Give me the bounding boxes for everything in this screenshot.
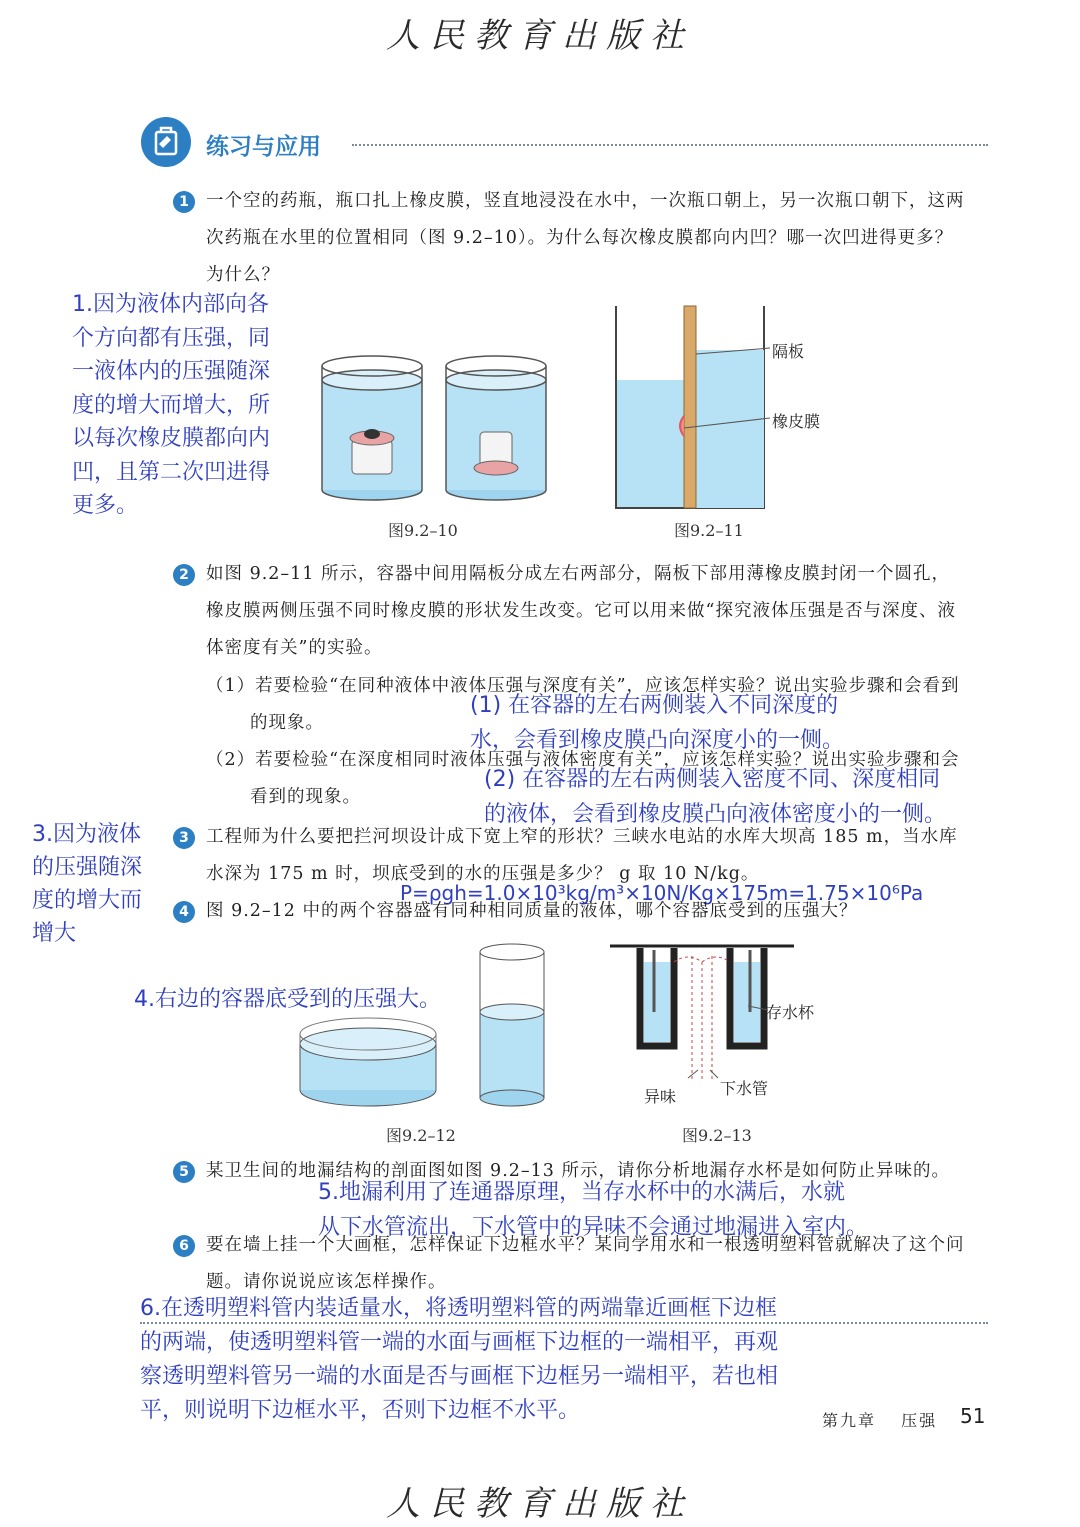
answer-3: 3.因为液体 的压强随深 度的增大而 增大 <box>32 822 143 946</box>
question-3-text: 工程师为什么要把拦河坝设计成下宽上窄的形状？三峡水电站的水库大坝高 185 m，当水库水深为 175 m 时，坝底受到的水的压强是多少？ g 取 10 N/kg。 <box>206 827 958 884</box>
question-2-sub2: （2）若要检验“在深度相同时液体压强与液体密度有关”，应该怎样实验？说出实验步骤和会看到的现象。 <box>206 750 960 807</box>
answer-6: 6.在透明塑料管内装适量水，将透明塑料管的两端靠近画框下边框 的两端，使透明塑料管一端的水面与画框下边框的一端相平，再观 察透明塑料管另一端的水面是否与画框下边框另一端相平，若也相 平，则说明下边框水平，否则下边框不水平。 <box>140 1296 779 1423</box>
label-partition: 隔板 <box>772 342 805 361</box>
footer-chapter <box>822 1408 937 1431</box>
label-drain-pipe: 下水管 <box>720 1079 769 1098</box>
section-title: 练习与应用 <box>206 134 321 160</box>
figure-9-2-10-caption: 图9.2–10 <box>388 521 458 540</box>
footer-chapter-label: 第九章 <box>822 1411 877 1430</box>
question-number-3: 3 <box>173 827 195 849</box>
footer-topic: 压强 <box>901 1411 938 1430</box>
figure-9-2-10 <box>316 352 548 508</box>
label-odor: 异味 <box>644 1087 677 1106</box>
answer-3-formula: P=ρgh=1.0×10³kg/m³×10N/Kg×175m=1.75×10⁶Pa <box>400 881 924 905</box>
answer-1: 1.因为液体内部向各 个方向都有压强，同 一液体内的压强随深 度的增大而增大，所 以每次橡皮膜都向内 凹，且第二次凹进得 更多。 <box>72 292 271 518</box>
question-1-text: 一个空的药瓶，瓶口扎上橡皮膜，竖直地浸没在水中，一次瓶口朝上，另一次瓶口朝下，这两次药瓶在水里的位置相同（图 9.2–10）。为什么每次橡皮膜都向内凹？哪一次凹进得更多？为什么？ <box>206 191 965 285</box>
figure-9-2-13-caption: 图9.2–13 <box>682 1126 752 1145</box>
question-number-1: 1 <box>173 191 195 213</box>
question-6-text: 要在墙上挂一个大画框，怎样保证下边框水平？某同学用水和一根透明塑料管就解决了这个问题。请你说说应该怎样操作。 <box>206 1235 965 1292</box>
publisher-footer: 人民教育出版社 <box>386 1484 694 1524</box>
figure-9-2-12 <box>296 938 556 1110</box>
question-number-5: 5 <box>173 1161 195 1183</box>
answer-2-1: (1) 在容器的左右两侧装入不同深度的 水，会看到橡皮膜凸向深度小的一侧。 <box>470 693 845 753</box>
answer-4: 4.右边的容器底受到的压强大。 <box>134 987 441 1012</box>
question-number-4: 4 <box>173 901 195 923</box>
figure-9-2-12-caption: 图9.2–12 <box>386 1126 456 1145</box>
publisher-header: 人民教育出版社 <box>386 16 694 56</box>
question-4-text: 图 9.2–12 中的两个容器盛有同种相同质量的液体，哪个容器底受到的压强大？ <box>206 901 858 921</box>
answer-2-2: (2) 在容器的左右两侧装入密度不同、深度相同 的液体，会看到橡皮膜凸向液体密度小的一侧。 <box>484 767 947 827</box>
label-water-cup: 存水杯 <box>766 1003 815 1022</box>
question-number-6: 6 <box>173 1235 195 1257</box>
section-divider <box>352 144 988 146</box>
page-number: 51 <box>960 1404 986 1428</box>
figure-9-2-11-caption: 图9.2–11 <box>674 521 744 540</box>
figure-9-2-11 <box>612 304 842 510</box>
question-number-2: 2 <box>173 564 195 586</box>
question-2-sub1: （1）若要检验“在同种液体中液体压强与深度有关”，应该怎样实验？说出实验步骤和会看到的现象。 <box>206 676 960 733</box>
answer-5: 5.地漏利用了连通器原理，当存水杯中的水满后，水就 从下水管流出，下水管中的异味不会通过地漏进入室内。 <box>318 1180 869 1240</box>
question-2-text: 如图 9.2–11 所示，容器中间用隔板分成左右两部分，隔板下部用薄橡皮膜封闭一个圆孔，橡皮膜两侧压强不同时橡皮膜的形状发生改变。它可以用来做“探究液体压强是否与深度、液体密度有关”的实验。 <box>206 564 956 658</box>
question-5-text: 某卫生间的地漏结构的剖面图如图 9.2–13 所示，请你分析地漏存水杯是如何防止异味的。 <box>206 1161 950 1181</box>
exercise-icon <box>140 116 192 168</box>
label-membrane: 橡皮膜 <box>772 412 821 431</box>
